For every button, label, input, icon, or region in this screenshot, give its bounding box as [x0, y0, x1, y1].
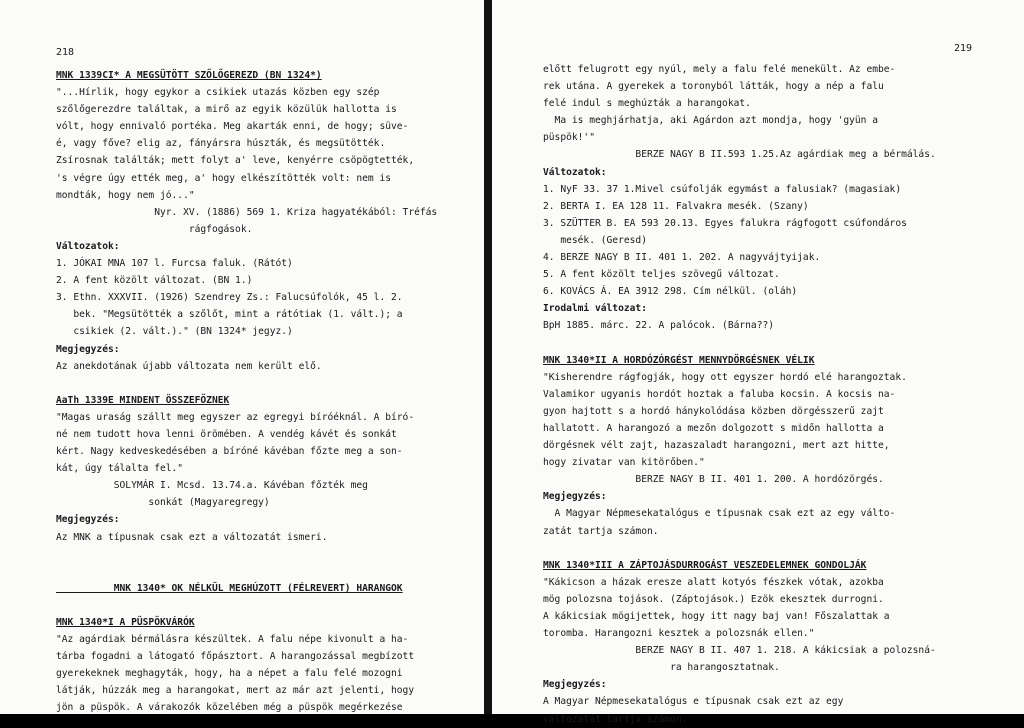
subheading: Irodalmi változat: [543, 303, 647, 315]
text-line [543, 335, 936, 352]
section-heading: MNK 1340*I A PÜSPÖKVÁRÓK [56, 617, 195, 628]
text-line: "Magas uraság szállt meg egyszer az egregyi bíróéknál. A bíró- [56, 411, 415, 423]
text-line: 2. A fent közölt változat. (BN 1.) [56, 275, 253, 287]
text-line: 6. KOVÁCS Á. EA 3912 298. Cím nélkül. (oláh) [543, 286, 798, 298]
text-line: rágfogások. [56, 223, 253, 235]
text-line [56, 375, 437, 392]
text-line: 3. Ethn. XXXVII. (1926) Szendrey Zs.: Falucsúfolók, 45 l. 2. [56, 292, 403, 304]
text-line: 2. BERTA I. EA 128 11. Falvakra mesék. (Szany) [543, 200, 809, 212]
text-line: kát, úgy tálalta fel." [56, 463, 184, 475]
subheading: Változatok: [543, 166, 607, 178]
book-gutter [484, 0, 492, 714]
text-line: BpH 1885. márc. 22. A palócok. (Bárna??) [543, 320, 775, 332]
text-line: zatát tartja számon. [543, 525, 659, 537]
text-line: mesék. (Geresd) [543, 234, 647, 246]
text-line: né nem tudott hova lenni örömében. A vendég kávét és sonkát [56, 428, 397, 440]
page-number-right: 219 [953, 43, 972, 54]
text-line: kért. Nagy kedveskedésében a bíróné kávéban főzte meg a son- [56, 446, 403, 458]
text-line: püspök!'" [543, 132, 595, 144]
text-line: előtt felugrott egy nyúl, mely a falu felé menekült. Az embe- [543, 64, 896, 75]
text-line: 1. NyF 33. 37 1.Mivel csúfolják egymást a falusiak? (magasiak) [543, 183, 902, 195]
subheading: Változatok: [56, 240, 120, 252]
text-line: 5. A fent közölt teljes szövegű változat. [543, 269, 780, 281]
text-line: BERZE NAGY B II. 407 1. 218. A kákicsiak a polozsná- [543, 645, 936, 657]
text-line: dörgésnek vélt zajt, hazaszaladt harangozni, mert azt hitte, [543, 440, 890, 452]
text-line: Az anekdotának újabb változata nem került elő. [56, 360, 322, 372]
text-line: Nyr. XV. (1886) 569 1. Kriza hagyatékából: Tréfás [56, 206, 438, 218]
text-line: gyerekeknek meghagyták, hogy, ha a népet a falu felé mozogni [56, 668, 403, 680]
subheading: Megjegyzés: [543, 491, 607, 503]
right-page [492, 0, 1024, 725]
text-line: mondták, hogy nem jó..." [56, 189, 195, 201]
text-line: Zsírosnak találták; mett folyt a' leve, kenyérre csöpögtették, [56, 155, 415, 167]
text-line [56, 597, 437, 614]
text-line: csikiek (2. vált.)." (BN 1324* jegyz.) [56, 326, 293, 338]
text-line: BERZE NAGY B II.593 1.25.Az agárdiak meg a bérmálás. [543, 149, 936, 161]
subheading: Megjegyzés: [56, 343, 120, 355]
text-line: BERZE NAGY B II. 401 1. 200. A hordózörgés. [543, 474, 884, 486]
section-heading: MNK 1340*II A HORDÓZÓRGÉST MENNYDÖRGÉSNEK VÉLIK [543, 354, 815, 366]
text-line: 1. JÓKAI MNA 107 l. Furcsa faluk. (Rátót) [56, 258, 293, 270]
text-line [543, 540, 936, 557]
text-line: tárba fogadni a látogató főpásztort. A harangozással megbízott [56, 651, 415, 663]
text-line: 4. BERZE NAGY B II. 401 1. 202. A nagyvájtyijak. [543, 252, 821, 264]
text-line: "...Hírlik, hogy egykor a csikiek utazás közben egy szép [56, 87, 380, 99]
section-heading: MNK 1340*III A ZÁPTOJÁSDURROGÁST VESZEDELEMNEK GONDOLJÁK [543, 559, 867, 571]
right-text-column [543, 61, 936, 728]
text-line: A Magyar Népmesekatalógus e típusnak csak ezt az egy válto- [543, 508, 896, 520]
text-line: vólt, hogy ennivaló portéka. Meg akarták enni, de hogy; süve- [56, 121, 409, 133]
text-line: Ma is meghjárhatja, aki Agárdon azt mondja, hogy 'gyün a [543, 115, 879, 127]
subheading: Megjegyzés: [56, 514, 120, 526]
text-line: "Az agárdiak bérmálásra készültek. A falu népe kivonult a ha- [56, 634, 409, 646]
text-line: szőlőgerezdre találtak, a mirő az egyik közülük hallotta is [56, 104, 397, 116]
text-line: bek. "Megsütötték a szőlőt, mint a rátótiak (1. vált.); a [56, 309, 403, 321]
text-line: SOLYMÁR I. Mcsd. 13.74.a. Kávéban főzték meg [56, 480, 368, 492]
text-line: ra harangosztatnak. [543, 662, 780, 674]
text-line: "Kisherendre rágfogják, hogy ott egyszer hordó elé harangoztak. [543, 371, 907, 383]
section-heading: AaTh 1339E MINDENT ÖSSZEFŐZNEK [56, 394, 230, 406]
left-page [0, 0, 484, 714]
text-line: 3. SZÜTTER B. EA 593 20.13. Egyes falukra rágfogott csúfondáros [543, 217, 907, 229]
text-line: gyon hajtott s a hordó hánykolódása közben dörgésszerű zajt [543, 405, 884, 417]
text-line [56, 563, 437, 580]
page-number-left: 218 [56, 47, 75, 58]
text-line: toromba. Harangozni kesztek a polozsnák ellen." [543, 628, 815, 640]
text-line: sonkát (Magyaregregy) [56, 497, 270, 509]
section-heading: MNK 1340* OK NÉLKÜL MEGHÚZOTT (FÉLREVERT) HARANGOK [56, 582, 403, 594]
text-line: 's végre úgy ették meg, a' hogy elkészítötték volt: nem is [56, 172, 392, 184]
section-heading: MNK 1339CI* A MEGSÜTÖTT SZŐLŐGEREZD (BN 1324*) [56, 70, 322, 81]
text-line [56, 546, 437, 563]
text-line: változatát tartja számon. [543, 713, 688, 725]
text-line: hogy zivatar van kitörőben." [543, 457, 705, 469]
text-line: A kákicsiak mögijettek, hogy itt nagy baj van! Főszalattak a [543, 611, 890, 622]
text-line: felé indul s meghúzták a harangokat. [543, 98, 751, 110]
text-line: Az MNK a típusnak csak ezt a változatát ismeri. [56, 531, 328, 543]
text-line: jön a püspök. A várakozók közelében még a püspök megérkezése [56, 702, 403, 714]
text-line: rek utána. A gyerekek a toronyból látták, hogy a nép a falu [543, 81, 884, 93]
text-line: A Magyar Népmesekatalógus e típusnak csak ezt az egy [543, 696, 844, 708]
text-line: "Kákicson a házak eresze alatt kotyós fészkek vótak, azokba [543, 576, 884, 588]
text-line: Valamikor ugyanis hordót hoztak a faluba kocsin. A kocsis na- [543, 388, 896, 400]
left-text-column [56, 67, 437, 717]
text-line: hallatott. A harangozó a mezőn dolgozott s midőn hallotta a [543, 422, 884, 434]
text-line: mög polozsna tojások. (Záptojások.) Ezök ekesztek durrogni. [543, 593, 884, 605]
text-line: látják, húzzák meg a harangokat, mert az már azt jelenti, hogy [56, 685, 415, 697]
subheading: Megjegyzés: [543, 679, 607, 691]
text-line: é, vagy főve? elig az, fányársra húszták, és megsütötték. [56, 138, 386, 150]
